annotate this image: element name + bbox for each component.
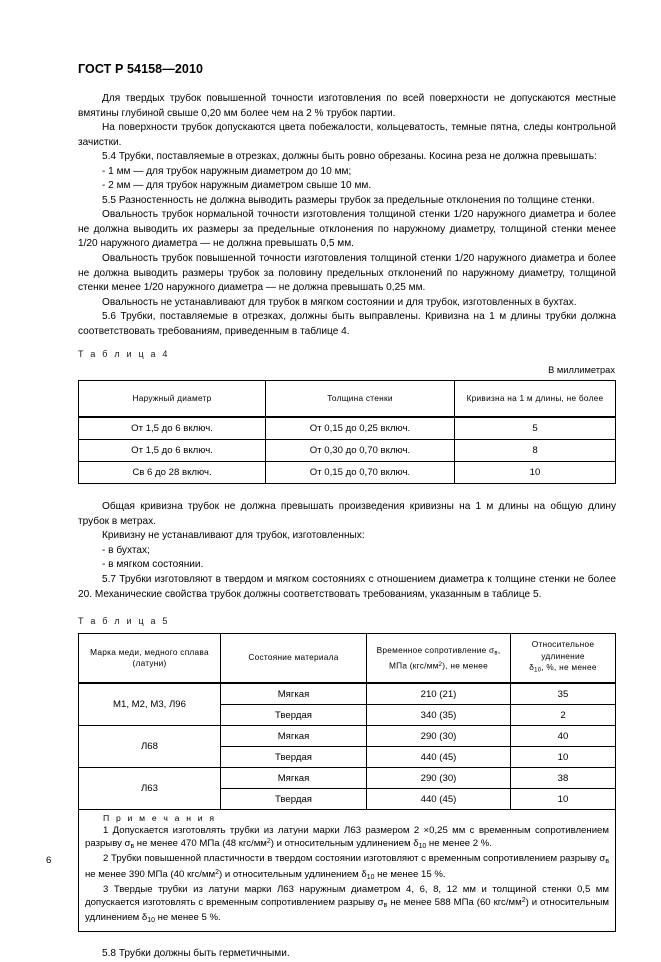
tensile-subscript: в bbox=[494, 650, 498, 657]
paragraph-clause-5-7: 5.7 Трубки изготовляют в твердом и мягком состояниях с отношением диаметра к толщине стенки не более 20. Механические свойства трубок должны соответствовать требованиям, указанным в таблице 5. bbox=[78, 574, 616, 600]
note-2-part-c: ) и относительным удлинением δ bbox=[218, 869, 367, 881]
table-row bbox=[79, 440, 616, 462]
table-row bbox=[79, 683, 616, 705]
table-5-notes-row bbox=[79, 810, 616, 932]
note-2-part-b: не менее 390 МПа (40 кгс/мм bbox=[85, 869, 216, 881]
table-5-header-row bbox=[79, 634, 616, 684]
paragraph-clause-5-8: 5.8 Трубки должны быть герметичными. bbox=[102, 948, 290, 960]
table-4-col-wall-thickness: Толщина стенки bbox=[266, 381, 455, 418]
table-4-header-row bbox=[79, 381, 616, 418]
note-2-sub-10: 10 bbox=[366, 874, 375, 882]
note-1-sub-10: 10 bbox=[418, 843, 427, 851]
note-3 bbox=[85, 884, 609, 927]
note-2-sup: 2 bbox=[215, 869, 219, 877]
note-3-sub-v: в bbox=[383, 902, 388, 910]
note-1-sub-v: в bbox=[130, 843, 135, 851]
table-5-cell-grade: М1, М2, М3, Л96 bbox=[79, 683, 221, 726]
table-row bbox=[79, 726, 616, 747]
note-2-part-d: не менее 15 %. bbox=[374, 869, 446, 881]
note-1-part-a: 1 Допускается изготовлять трубки из латуни марки Л63 размером 2 ×0,25 мм с временным сопротивлением разрыву σ bbox=[85, 824, 609, 850]
tensile-units-sup: 2 bbox=[438, 661, 443, 668]
note-1-part-d: не менее 2 %. bbox=[426, 838, 492, 850]
notes-title: П р и м е ч а н и я bbox=[103, 813, 217, 824]
note-2 bbox=[85, 853, 609, 884]
table-5-cell-elongation: 2 bbox=[511, 705, 616, 726]
paragraph-clause-5-4: 5.4 Трубки, поставляемые в отрезках, должны быть ровно обрезаны. Косина реза не должна превышать: bbox=[102, 151, 597, 163]
page-content bbox=[78, 92, 616, 962]
table-4-cell: 5 bbox=[455, 417, 616, 440]
table-row bbox=[79, 462, 616, 484]
table-5-notes bbox=[79, 810, 616, 932]
paragraph-clause-5-5: 5.5 Разностенность не должна выводить размеры трубок за предельные отклонения по толщине стенки. bbox=[102, 194, 595, 206]
paragraph-total-curvature: Общая кривизна трубок не должна превышать произведения кривизны на 1 м длины на общую длину трубок в метрах. bbox=[78, 501, 616, 527]
table-5-col-elongation bbox=[511, 634, 616, 684]
tensile-label-part1: Временное сопротивление σ bbox=[376, 644, 495, 655]
table-5-cell-state: Мягкая bbox=[221, 768, 367, 789]
elongation-subscript: 10 bbox=[534, 667, 542, 674]
note-1-part-b: не менее 470 МПа (48 кгс/мм bbox=[134, 838, 267, 850]
table-row bbox=[79, 417, 616, 440]
table-4-units: В миллиметрах bbox=[548, 365, 615, 376]
table-4-cell: 8 bbox=[455, 440, 616, 462]
table-4-cell: Св 6 до 28 включ. bbox=[79, 462, 266, 484]
table-5-col-state: Состояние материала bbox=[221, 634, 367, 684]
tensile-units-part1: МПа (кгс/мм bbox=[389, 660, 439, 671]
table-4-col-outer-diameter: Наружный диаметр bbox=[79, 381, 266, 418]
table-5-cell-elongation: 35 bbox=[511, 683, 616, 705]
note-2-part-a: 2 Трубки повышенной пластичности в твердом состоянии изготовляют с временным сопротивлением разрыву σ bbox=[103, 852, 606, 864]
table-4-caption: Т а б л и ц а 4 bbox=[78, 349, 170, 360]
paragraph-ovality-normal: Овальность трубок нормальной точности изготовления толщиной стенки 1/20 наружного диаметра и более не должна выводить их размеры за предельные отклонения по наружному диаметру, толщиной стенки менее 1/20 наружного диаметра — не должна превышать 0,5 мм. bbox=[78, 209, 616, 250]
paragraph-curvature-exception: Кривизну не устанавливают для трубок, изготовленных: bbox=[102, 530, 365, 542]
paragraph-curvature-dash-1: - в бухтах; bbox=[102, 544, 150, 556]
elongation-label: Относительное удлинение bbox=[531, 639, 595, 661]
note-3-part-d: не менее 5 %. bbox=[154, 911, 221, 923]
note-3-part-c: ) и относительным удлинением δ bbox=[85, 897, 609, 923]
table-5-cell-state: Мягкая bbox=[221, 726, 367, 747]
paragraph-clause-5-6: 5.6 Трубки, поставляемые в отрезках, должны быть выправлены. Кривизна на 1 м длины трубки должна соответствовать требованиям, приведенным в таблице 4. bbox=[78, 311, 616, 337]
table-4-cell: От 1,5 до 6 включ. bbox=[79, 417, 266, 440]
table-5-cell-state: Твердая bbox=[221, 747, 367, 768]
note-1-sup: 2 bbox=[266, 838, 271, 846]
note-1 bbox=[85, 825, 609, 853]
note-3-sup: 2 bbox=[521, 897, 526, 905]
table-5-cell-elongation: 10 bbox=[511, 747, 616, 768]
note-2-sub-v: в bbox=[605, 857, 609, 865]
table-4-cell: От 1,5 до 6 включ. bbox=[79, 440, 266, 462]
table-4-cell: 10 bbox=[455, 462, 616, 484]
table-5-cell-strength: 210 (21) bbox=[367, 683, 511, 705]
table-5-cell-strength: 340 (35) bbox=[367, 705, 511, 726]
table-5-caption: Т а б л и ц а 5 bbox=[78, 616, 170, 627]
table-5-cell-strength: 440 (45) bbox=[367, 747, 511, 768]
table-4-cell: От 0,15 до 0,25 включ. bbox=[266, 417, 455, 440]
table-4-cell: От 0,15 до 0,70 включ. bbox=[266, 462, 455, 484]
table-5-cell-strength: 290 (30) bbox=[367, 768, 511, 789]
table-row bbox=[79, 768, 616, 789]
table-5-cell-strength: 290 (30) bbox=[367, 726, 511, 747]
table-5-cell-grade: Л63 bbox=[79, 768, 221, 810]
note-1-part-c: ) и относительным удлинением δ bbox=[270, 838, 419, 850]
table-5-cell-grade: Л68 bbox=[79, 726, 221, 768]
standard-header: ГОСТ Р 54158—2010 bbox=[78, 62, 204, 76]
note-3-part-b: не менее 588 МПа (60 кгс/мм bbox=[387, 897, 522, 909]
table-4 bbox=[78, 380, 616, 484]
paragraph-curvature-dash-2: - в мягком состоянии. bbox=[102, 559, 204, 571]
paragraph-5-4-dash-1: - 1 мм — для трубок наружным диаметром до 10 мм; bbox=[102, 165, 352, 177]
table-5-cell-elongation: 38 bbox=[511, 768, 616, 789]
paragraph-ovality-high: Овальность трубок повышенной точности изготовления толщиной стенки 1/20 наружного диаметра и более не должна выводить размеры трубок за половину предельных отклонений по наружному диаметру, толщиной стенки менее 1/20 наружного диаметра — не должна превышать 0,25 мм. bbox=[78, 253, 616, 294]
table-5-col-tensile-strength bbox=[367, 634, 511, 684]
table-5-cell-state: Мягкая bbox=[221, 683, 367, 705]
tensile-label-part2: , bbox=[497, 644, 501, 655]
tensile-units-part2: ), не менее bbox=[442, 660, 488, 671]
table-5-cell-elongation: 10 bbox=[511, 789, 616, 810]
table-4-cell: От 0,30 до 0,70 включ. bbox=[266, 440, 455, 462]
table-4-col-curvature: Кривизна на 1 м длины, не более bbox=[455, 381, 616, 418]
page-number: 6 bbox=[46, 855, 52, 866]
note-3-sub-10: 10 bbox=[147, 916, 155, 924]
note-3-part-a: 3 Твердые трубки из латуни марки Л63 наружным диаметром 4, 6, 8, 12 мм и толщиной стенки 0,5 мм допускается изготовлять с временным сопротивлением разрыву σ bbox=[85, 883, 609, 909]
paragraph-hard-tubes-dents: Для твердых трубок повышенной точности изготовления по всей поверхности не допускаются местные вмятины глубиной свыше 0,20 мм более чем на 2 % трубок партии. bbox=[78, 93, 616, 119]
paragraph-5-4-dash-2: - 2 мм — для трубок наружным диаметром свыше 10 мм. bbox=[102, 180, 372, 192]
paragraph-surface-colors: На поверхности трубок допускаются цвета побежалости, кольцеватость, темные пятна, следы контрольной зачистки. bbox=[78, 122, 616, 148]
table-5-cell-elongation: 40 bbox=[511, 726, 616, 747]
table-5-cell-state: Твердая bbox=[221, 789, 367, 810]
elongation-units: , %, не менее bbox=[541, 662, 597, 673]
paragraph-ovality-exception: Овальность не устанавливают для трубок в мягком состоянии и для трубок, изготовленных в бухтах. bbox=[102, 296, 577, 308]
table-5-cell-state: Твердая bbox=[221, 705, 367, 726]
table-5-col-grade: Марка меди, медного сплава (латуни) bbox=[79, 634, 221, 684]
table-5 bbox=[78, 633, 616, 932]
elongation-symbol: δ bbox=[529, 662, 535, 673]
table-5-cell-strength: 440 (45) bbox=[367, 789, 511, 810]
